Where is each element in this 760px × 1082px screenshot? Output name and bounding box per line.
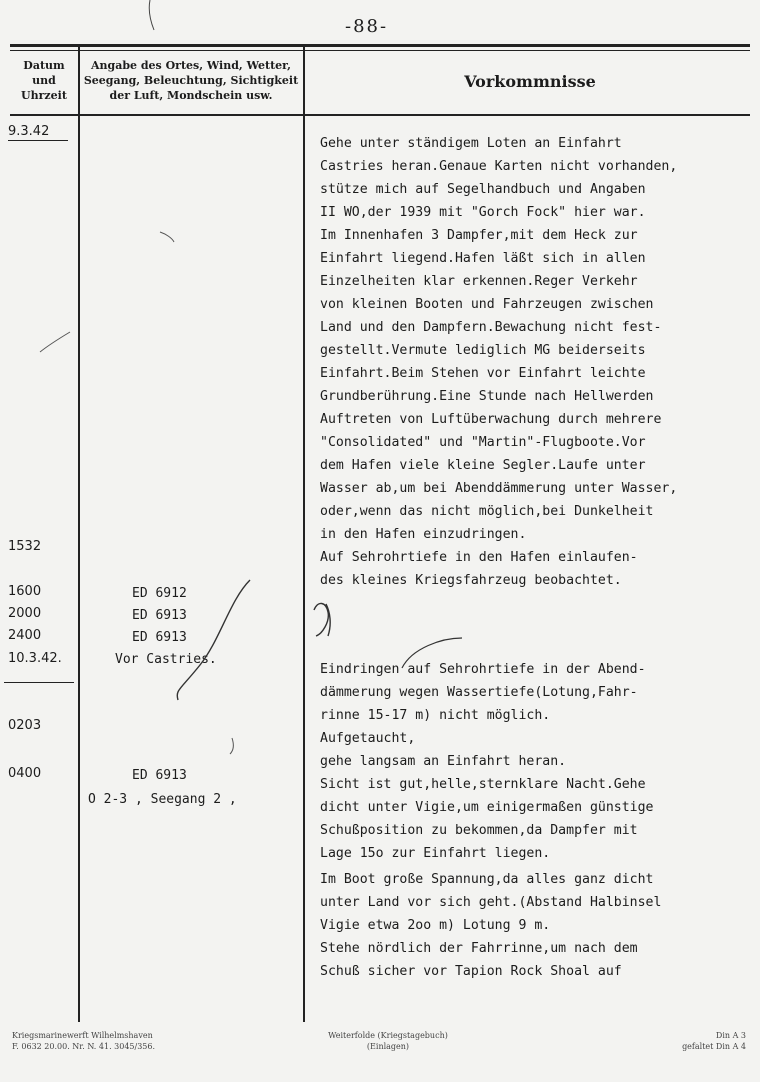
text-line: dämmerung wegen Wassertiefe(Lotung,Fahr- — [320, 685, 638, 700]
text-line: Einfahrt.Beim Stehen vor Einfahrt leichte — [320, 366, 646, 381]
text-line: Einzelheiten klar erkennen.Reger Verkehr — [320, 274, 638, 289]
text-line: Gehe unter ständigem Loten an Einfahrt — [320, 136, 622, 151]
text-line: Eindringen auf Sehrohrtiefe in der Abend- — [320, 662, 646, 677]
date-entry: 10.3.42. — [8, 651, 62, 666]
header-col1-line: und — [32, 74, 56, 87]
position-entry: Vor Castries. — [115, 652, 217, 667]
position-entry: ED 6913 — [132, 608, 187, 623]
text-line: Im Boot große Spannung,da alles ganz dicht — [320, 872, 654, 887]
text-line: Castries heran.Genaue Karten nicht vorhanden, — [320, 159, 678, 174]
text-line: Vigie etwa 2oo m) Lotung 9 m. — [320, 918, 551, 933]
text-line: dem Hafen viele kleine Segler.Laufe unter — [320, 458, 646, 473]
pen-stroke — [230, 738, 233, 754]
header-col1-line: Uhrzeit — [21, 89, 67, 102]
text-line: von kleinen Booten und Fahrzeugen zwischen — [320, 297, 654, 312]
position-entry: ED 6913 — [132, 630, 187, 645]
pen-stroke — [160, 232, 174, 242]
text-line: oder,wenn das nicht möglich,bei Dunkelheit — [320, 504, 654, 519]
text-line: "Consolidated" und "Martin"-Flugboote.Vor — [320, 435, 646, 450]
text-line: Einfahrt liegend.Hafen läßt sich in allen — [320, 251, 646, 266]
text-line: Sicht ist gut,helle,sternklare Nacht.Gehe — [320, 777, 646, 792]
footer-left-line: Kriegsmarinewerft Wilhelmshaven — [12, 1031, 153, 1040]
text-line: Auftreten von Luftüberwachung durch mehrere — [320, 412, 662, 427]
text-line: des kleines Kriegsfahrzeug beobachtet. — [320, 573, 622, 588]
footer-center — [318, 1030, 458, 1052]
text-line: gestellt.Vermute lediglich MG beiderseits — [320, 343, 646, 358]
text-line: Stehe nördlich der Fahrrinne,um nach dem — [320, 941, 638, 956]
page-number: -88- — [345, 16, 389, 37]
footer-right-line: Din A 3 — [715, 1031, 746, 1040]
pen-stroke — [40, 332, 70, 352]
header-col2-line: Angabe des Ortes, Wind, Wetter, — [90, 59, 292, 72]
time-entry: 0400 — [8, 766, 42, 781]
text-line: Auf Sehrohrtiefe in den Hafen einlaufen- — [320, 550, 638, 565]
text-line: dicht unter Vigie,um einigermaßen günstige — [320, 800, 654, 815]
text-line: Aufgetaucht, — [320, 731, 416, 746]
footer-center-line: (Einlagen) — [366, 1042, 410, 1051]
pen-stroke — [149, 0, 154, 30]
text-line: stütze mich auf Segelhandbuch und Angaben — [320, 182, 646, 197]
time-entry: 1532 — [8, 539, 42, 554]
header-col2-line: der Luft, Mondschein usw. — [109, 89, 273, 102]
footer-left-line: F. 0632 20.00. Nr. N. 41. 3045/356. — [12, 1042, 156, 1051]
text-line: gehe langsam an Einfahrt heran. — [320, 754, 567, 769]
text-line: rinne 15-17 m) nicht möglich. — [320, 708, 551, 723]
text-line: in den Hafen einzudringen. — [320, 527, 527, 542]
date-entry: 9.3.42 — [8, 124, 50, 139]
footer-right-line: gefaltet Din A 4 — [682, 1042, 746, 1051]
text-line: Wasser ab,um bei Abenddämmerung unter Wasser, — [320, 481, 678, 496]
header-col1-line: Datum — [23, 59, 65, 72]
position-entry: ED 6912 — [132, 586, 187, 601]
text-line: Schuß sicher vor Tapion Rock Shoal auf — [320, 964, 622, 979]
text-line: unter Land vor sich geht.(Abstand Halbinsel — [320, 895, 662, 910]
footer-center-line: Weiterfolde (Kriegstagebuch) — [328, 1031, 448, 1040]
text-line: Lage 15o zur Einfahrt liegen. — [320, 846, 551, 861]
text-line: II WO,der 1939 mit "Gorch Fock" hier war. — [320, 205, 646, 220]
pen-stroke — [314, 603, 330, 636]
time-entry: 2000 — [8, 606, 42, 621]
position-entry: ED 6913 — [132, 768, 187, 783]
time-entry: 2400 — [8, 628, 42, 643]
pen-stroke — [177, 580, 250, 700]
footer-left — [12, 1030, 155, 1052]
time-entry: 0203 — [8, 718, 42, 733]
footer-right — [650, 1030, 746, 1052]
header-col2-line: Seegang, Beleuchtung, Sichtigkeit — [83, 74, 299, 87]
time-entry: 1600 — [8, 584, 42, 599]
text-line: Im Innenhafen 3 Dampfer,mit dem Heck zur — [320, 228, 638, 243]
weather-entry: O 2-3 , Seegang 2 , — [88, 792, 237, 807]
text-line: Grundberührung.Eine Stunde nach Hellwerden — [320, 389, 654, 404]
pen-stroke — [402, 638, 462, 668]
text-line: Schußposition zu bekommen,da Dampfer mit — [320, 823, 638, 838]
header-col3: Vorkommnisse — [464, 72, 596, 91]
text-line: Land und den Dampfern.Bewachung nicht fest- — [320, 320, 662, 335]
